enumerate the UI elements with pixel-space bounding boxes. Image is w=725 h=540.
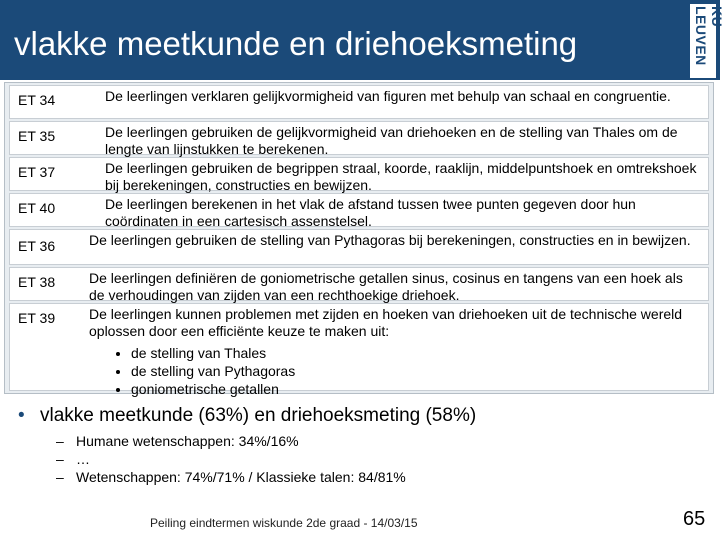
dash-icon: –: [56, 469, 64, 485]
list-item: • goniometrische getallen: [131, 380, 702, 398]
row-code: ET 35: [18, 128, 56, 144]
eindtermen-table: [4, 82, 714, 397]
list-item: • de stelling van Pythagoras: [131, 362, 702, 380]
table-row: [9, 267, 709, 301]
sub-text: Wetenschappen: 74%/71% / Klassieke talen: 84/81%: [76, 469, 406, 485]
footer-text: Peiling eindtermen wiskunde 2de graad - 14/03/15: [150, 516, 418, 530]
table-row: [9, 303, 709, 397]
row-code: ET 36: [18, 238, 56, 254]
sub-text: …: [76, 451, 90, 467]
sub-text: Humane wetenschappen: 34%/16%: [76, 433, 299, 449]
logo-text: KU LEUVEN: [693, 6, 725, 66]
bullet-icon: •: [18, 405, 25, 426]
table-row: [9, 157, 709, 191]
row-text: De leerlingen gebruiken de begrippen straal, koorde, raaklijn, middelpuntshoek en omtrekshoek bij berekeningen, constructies en bewijzen.: [105, 160, 697, 193]
row-text: De leerlingen gebruiken de gelijkvormigheid van driehoeken en de stelling van Thales om de lengte van lijnstukken te berekenen.: [105, 124, 678, 157]
list-item: • de stelling van Thales: [131, 344, 702, 362]
row-text: De leerlingen definiëren de goniometrische getallen sinus, cosinus en tangens van een hoek als de verhoudingen van zijden van een rechthoekige driehoek.: [89, 270, 683, 303]
dash-icon: –: [56, 433, 64, 449]
row-code: ET 40: [18, 200, 56, 216]
summary-sub-item: [56, 469, 406, 485]
summary-text: vlakke meetkunde (63%) en driehoeksmeting (58%): [40, 405, 477, 426]
row-code: ET 37: [18, 164, 56, 180]
table-row: [9, 121, 709, 155]
slide-title: vlakke meetkunde en driehoeksmeting: [14, 25, 578, 62]
bullet-list: [89, 344, 702, 398]
row-code: ET 38: [18, 274, 56, 290]
row-code: ET 34: [18, 92, 56, 108]
summary-bullet: [18, 405, 476, 427]
row-text: De leerlingen kunnen problemen met zijden en hoeken van driehoeken uit de technische wereld oplossen door een efficiënte keuze te maken uit:: [89, 306, 683, 339]
dash-icon: –: [56, 451, 64, 467]
table-row: [9, 85, 709, 119]
summary-sub-item: [56, 451, 90, 467]
row-text-block: [89, 306, 702, 398]
ku-leuven-logo: [690, 4, 725, 78]
row-text: De leerlingen berekenen in het vlak de afstand tussen twee punten gegeven door hun coördinaten in een cartesisch assenstelsel.: [105, 196, 636, 229]
slide-header: [0, 0, 725, 80]
row-code: ET 39: [18, 310, 56, 326]
summary-sub-item: [56, 433, 299, 449]
page-number: 65: [683, 508, 706, 530]
row-text: De leerlingen gebruiken de stelling van Pythagoras bij berekeningen, constructies en in bewijzen.: [89, 232, 691, 248]
table-row: [9, 229, 709, 265]
row-text: De leerlingen verklaren gelijkvormigheid van figuren met behulp van schaal en congruentie.: [105, 88, 671, 104]
table-row: [9, 193, 709, 227]
